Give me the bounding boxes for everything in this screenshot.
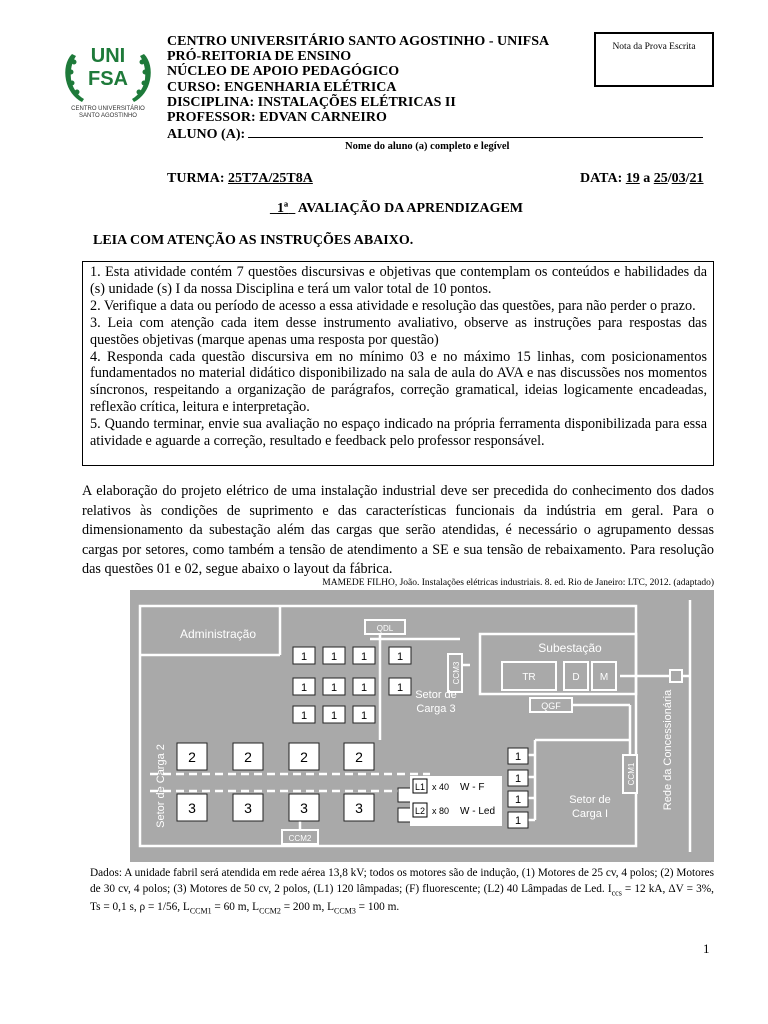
d-label: D — [572, 672, 580, 683]
date-month: 03 — [671, 171, 686, 186]
motor-1-label: 1 — [396, 682, 404, 694]
student-name-field[interactable] — [248, 125, 703, 138]
meter-box — [670, 670, 682, 682]
sector-1-label-2: Carga I — [571, 808, 609, 820]
date-mid: a — [639, 171, 654, 186]
date-day-1: 19 — [625, 171, 640, 186]
motor-2-label: 2 — [244, 749, 252, 765]
motor-1-label: 1 — [396, 651, 404, 663]
ccm1-label: CCM1 — [627, 762, 636, 786]
motor-1-label: 1 — [330, 710, 338, 722]
logo-caption-2: SANTO AGOSTINHO — [79, 113, 137, 119]
assessment-prefix: _ — [270, 201, 277, 216]
motor-1-label: 1 — [330, 682, 338, 694]
logo-caption-1: CENTRO UNIVERSITÁRIO — [71, 106, 145, 112]
l1-qty: x 40 — [432, 782, 450, 792]
unifsa-logo — [62, 32, 154, 122]
sector-3-label-2: Carga 3 — [416, 703, 456, 715]
l2-label: L2 — [414, 806, 426, 816]
dados-sub-ccs: ccs — [611, 887, 622, 897]
qgf-label: QGF — [541, 701, 561, 711]
dados-sub-ccm1: CCM1 — [189, 906, 212, 916]
motor-1-label: 1 — [514, 751, 522, 763]
factory-layout-diagram — [130, 590, 714, 862]
motor-1-label: 1 — [360, 682, 368, 694]
student-name-note: Nome do aluno (a) completo e legível — [345, 141, 510, 152]
sector-3-label-1: Setor de — [415, 689, 457, 701]
l1-label: L1 — [414, 782, 426, 792]
motor-1-label: 1 — [300, 710, 308, 722]
header-line-6: PROFESSOR: EDVAN CARNEIRO — [167, 110, 387, 126]
reference: MAMEDE FILHO, João. Instalações elétricas industriais. 8. ed. Rio de Janeiro: LTC, 2012. (adaptado) — [322, 578, 714, 588]
sector-2-label: Setor de Carga 2 — [155, 744, 167, 828]
header-line-3: NÚCLEO DE APOIO PEDAGÓGICO — [167, 64, 400, 80]
turma — [167, 171, 313, 187]
motor-3-label: 3 — [355, 800, 363, 816]
date-day-2: 25 — [653, 171, 668, 186]
l1-type: W - F — [460, 782, 485, 793]
date-label: DATA: — [580, 171, 623, 186]
assessment-number: 1ª — [277, 201, 289, 216]
intro-paragraph: A elaboração do projeto elétrico de uma instalação industrial deve ser precedida do conhecimento dos dados relativos às condições de suprimento e das características funcionais da indústria em geral. Para o dimensionamento da subestação além das cargas que serão atendidas, é necessário o agrupamento dessas cargas por setores, como também a tensão de atendimento a SE e sua tensão de rebaixamento. Para resolução das questões 01 e 02, segue abaixo o layout da fábrica. — [82, 483, 714, 577]
motor-1-label: 1 — [300, 651, 308, 663]
dados-sub-ccm2: CCM2 — [259, 906, 281, 916]
student-name-label: ALUNO (A): — [167, 127, 246, 143]
motor-3-label: 3 — [244, 800, 252, 816]
logo-text-bottom: FSA — [88, 68, 128, 90]
logo-text-top: UNI — [90, 45, 126, 67]
motor-3-label: 3 — [188, 800, 196, 816]
admin-label: Administração — [180, 627, 257, 641]
instruction-2: 2. Verifique a data ou período de acesso a essa atividade e resolução das questões, para não perder o prazo. — [90, 297, 696, 314]
grade-box-label: Nota da Prova Escrita — [612, 42, 696, 52]
instructions-heading: LEIA COM ATENÇÃO AS INSTRUÇÕES ABAIXO. — [93, 233, 414, 248]
motor-2-label: 2 — [355, 749, 363, 765]
sector-1-label-1: Setor de — [569, 794, 611, 806]
assessment-title — [270, 201, 523, 217]
dados-sub-ccm3: CCM3 — [334, 906, 356, 916]
date-year: 21 — [689, 171, 704, 186]
motor-1-label: 1 — [514, 773, 522, 785]
grade-box[interactable] — [594, 32, 714, 87]
turma-value: 25T7A/25T8A — [228, 171, 313, 186]
header-line-1: CENTRO UNIVERSITÁRIO SANTO AGOSTINHO - UNIFSA — [167, 34, 550, 49]
header-line-2: PRÓ-REITORIA DE ENSINO — [167, 49, 352, 65]
motor-1-label: 1 — [514, 794, 522, 806]
substation-label: Subestação — [538, 641, 602, 655]
motor-1-label: 1 — [360, 651, 368, 663]
student-name-row — [167, 125, 703, 142]
assessment-text: AVALIAÇÃO DA APRENDIZAGEM — [295, 201, 524, 216]
page-number: 1 — [703, 941, 710, 956]
m-label: M — [599, 672, 609, 683]
dados-text-a: Dados: A unidade fabril será atendida em rede aérea 13,8 kV; todos os motores são de indução, (1) Motores de 25 cv, 4 polos; (2) Motores de 30 cv, 4 polos; (3) Motores de 50 cv, 2 polos, (L1) 120 lâmpadas; (F) fluorescente; (L2) 40 Lâmpadas de Led. I — [90, 867, 714, 895]
motor-1-label: 1 — [300, 682, 308, 694]
instruction-3: 3. Leia com atenção cada item desse instrumento avaliativo, observe as instruções para respostas das questões objetivas (marque apenas uma resposta por questão) — [90, 314, 707, 348]
dados-text-d: = 200 m, L — [280, 901, 335, 914]
dados-text-e: = 100 m. — [355, 901, 400, 914]
ccm3-label: CCM3 — [452, 661, 461, 685]
date-sep-2: / — [685, 171, 690, 186]
l2-qty: x 80 — [432, 806, 450, 816]
header-line-5: DISCIPLINA: INSTALAÇÕES ELÉTRICAS II — [167, 94, 456, 110]
instruction-4: 4. Responda cada questão discursiva em no mínimo 03 e no máximo 15 linhas, com posicionamentos fundamentados no material didático disponibilizado na sala de aula do AVA e nas discussões nos momentos síncronos, respeitando a organização de parágrafos, correção gramatical, ideias logicamente encadeadas, reflexão crítica, leitura e interpretação. — [90, 348, 707, 416]
date-sep-1: / — [667, 171, 672, 186]
motor-3-label: 3 — [300, 800, 308, 816]
motor-2-label: 2 — [188, 749, 196, 765]
motor-1-label: 1 — [330, 651, 338, 663]
l2-type: W - Led — [460, 806, 496, 817]
instructions-box — [82, 261, 714, 466]
instruction-1: 1. Esta atividade contém 7 questões discursivas e objetivas que contemplam os conteúdos e habilidades da (s) unidade (s) I da nossa Disciplina e terá um valor total de 10 pontos. — [90, 264, 707, 297]
ccm2-label: CCM2 — [288, 834, 312, 843]
transformer-label: TR — [522, 672, 536, 683]
dados-text-c: = 60 m, L — [211, 901, 260, 914]
motor-1-label: 1 — [360, 710, 368, 722]
header-line-4: CURSO: ENGENHARIA ELÉTRICA — [167, 79, 397, 95]
dados-text-b: = 12 kA, ΔV = 3%, Ts = 0,1 s, ρ = 1/56, L — [90, 882, 715, 914]
instruction-5: 5. Quando terminar, envie sua avaliação no espaço indicado na própria ferramenta disponibilizada para essa atividade e aguarde a correção, resultado e feedback pelo professor responsável. — [90, 416, 707, 450]
qdl-label: QDL — [376, 624, 394, 633]
turma-label: TURMA: — [167, 171, 225, 186]
motor-2-label: 2 — [300, 749, 308, 765]
data-paragraph — [90, 866, 714, 919]
exam-date — [580, 171, 704, 187]
motor-1-label: 1 — [514, 815, 522, 827]
assessment-suffix: _ — [288, 201, 296, 216]
utility-network-label: Rede da Concessionária — [662, 689, 674, 811]
